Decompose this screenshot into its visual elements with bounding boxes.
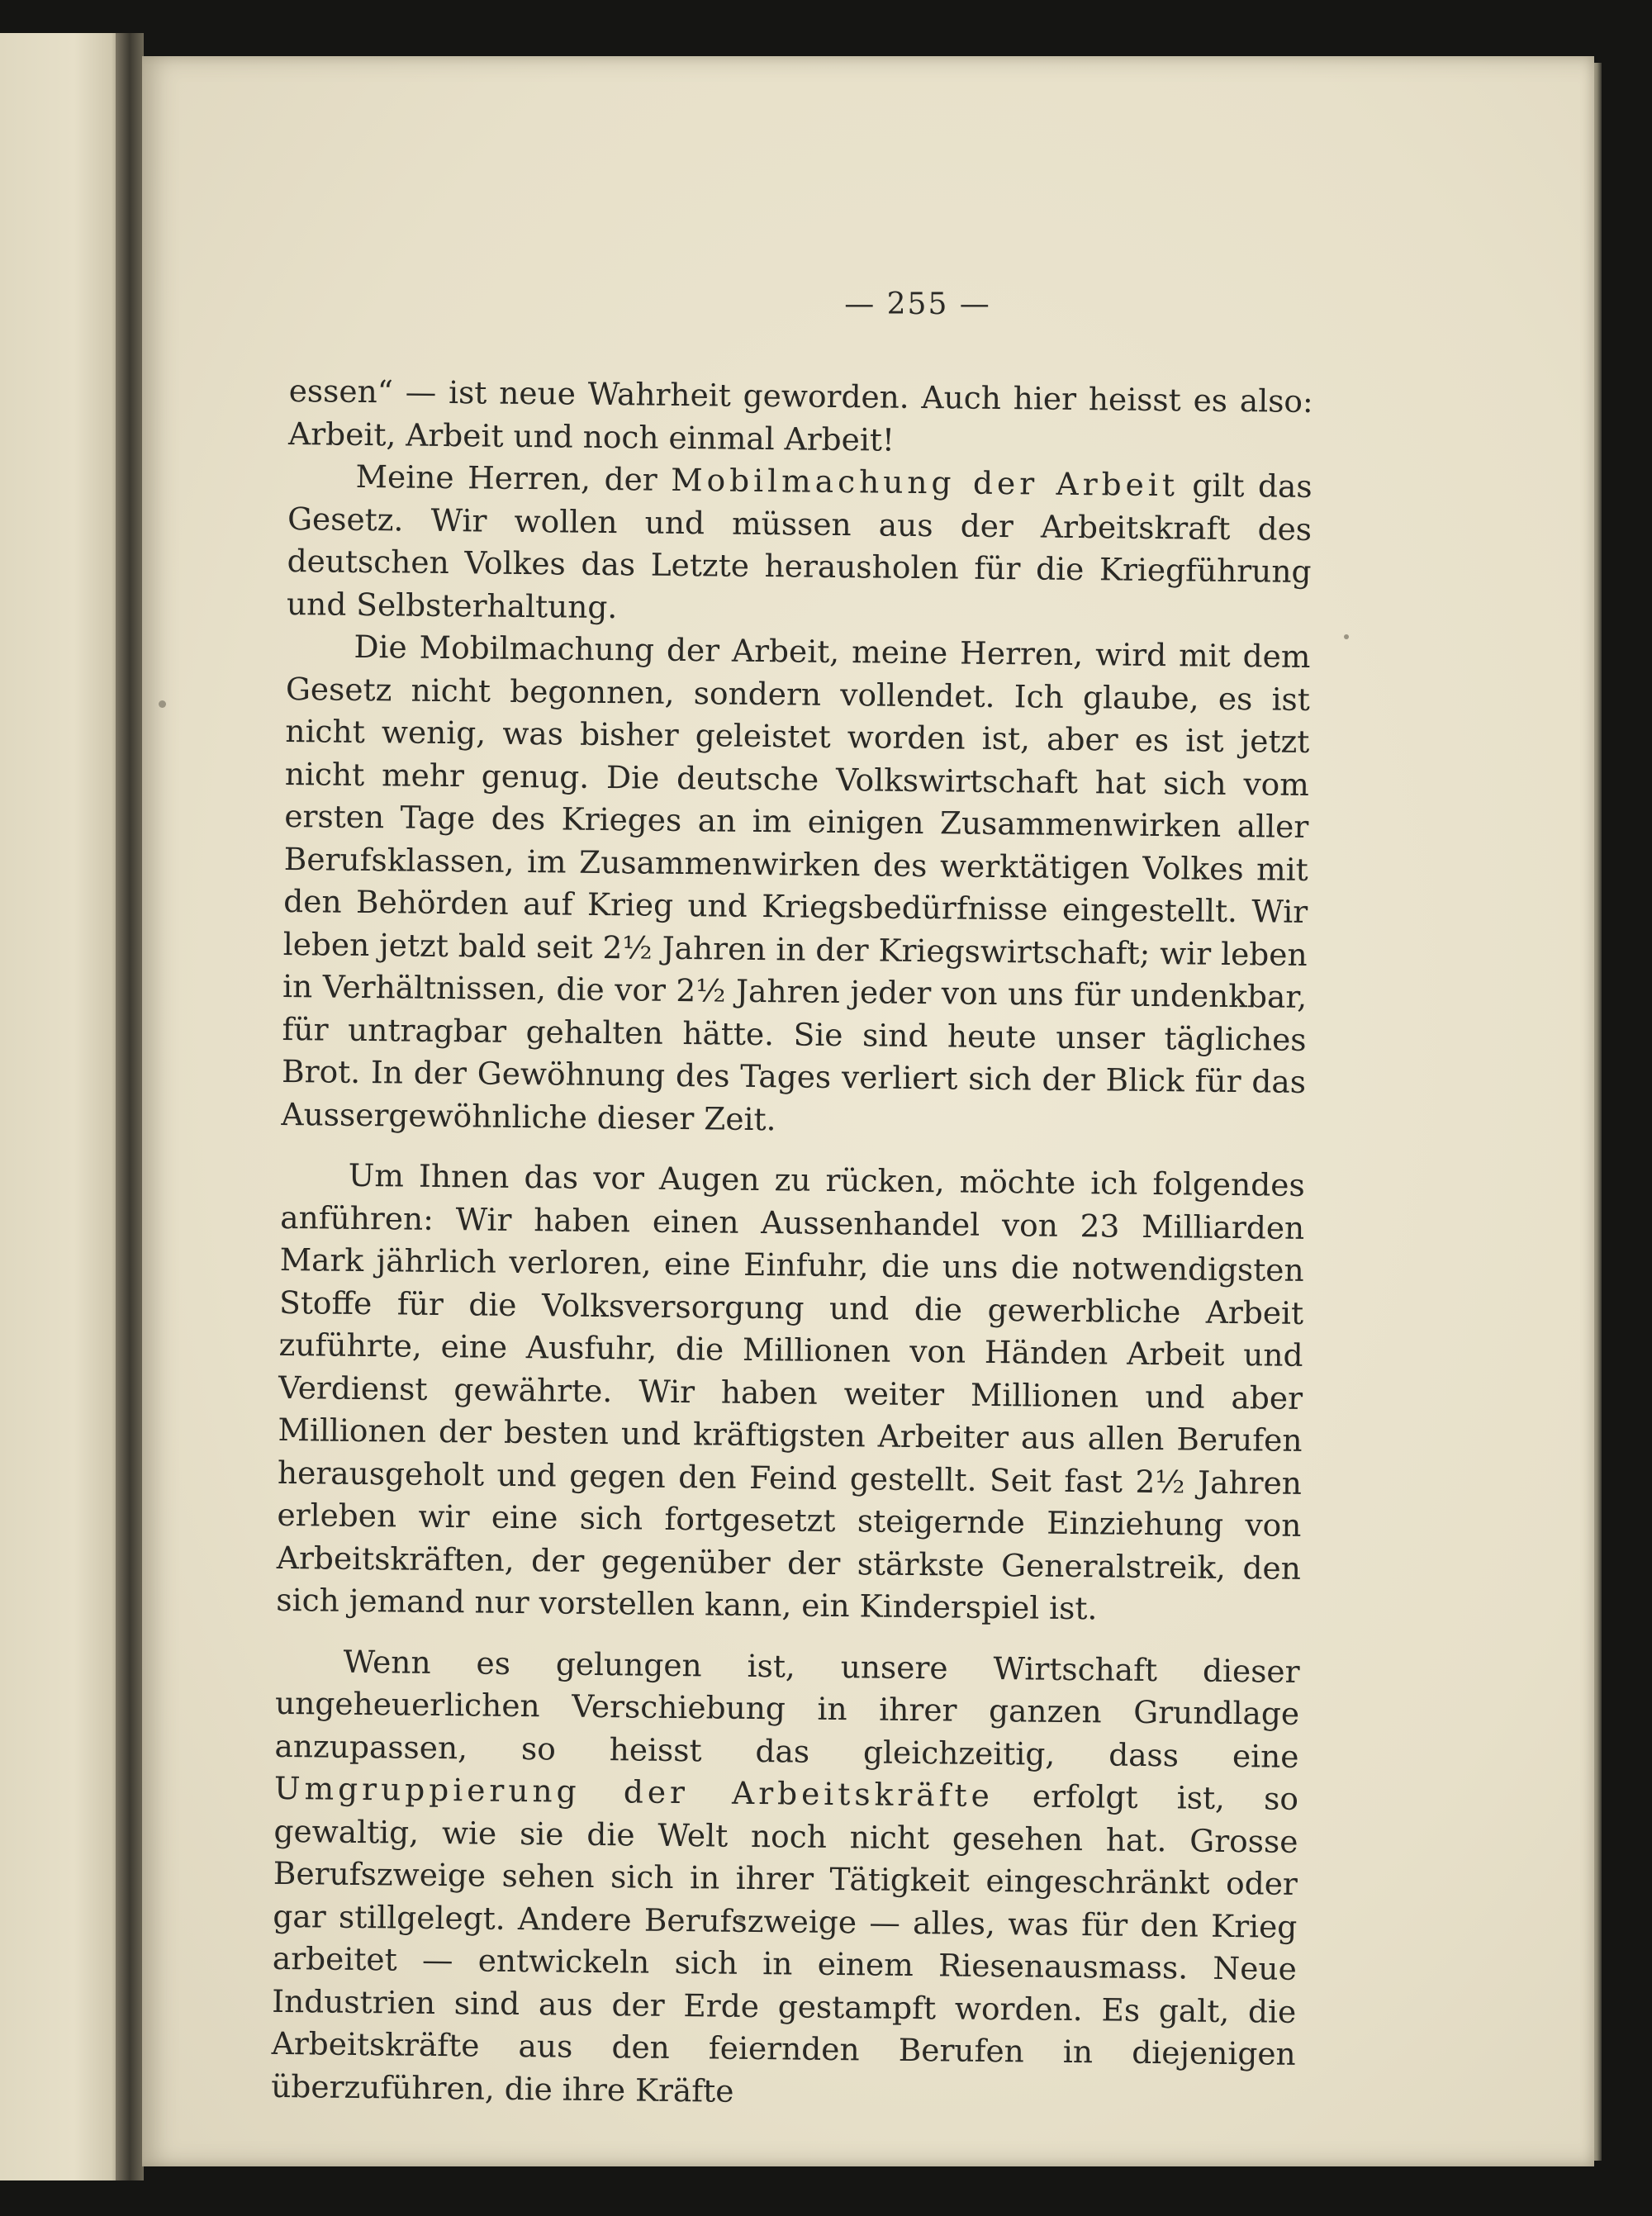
paper-speck (159, 700, 166, 708)
left-page-edge (0, 33, 124, 2180)
paragraph-5-emphasis: Umgruppierung der Arbeitskräfte (273, 1769, 994, 1815)
paragraph-5-text-after: erfolgt ist, so gewaltig, wie sie die Welt noch nicht gesehen hat. Grosse Berufszweige sehen sich in ihrer Tätigkeit eingeschränkt oder gar stillgelegt. Andere Berufszweige — alles, was für den Krieg arbeitet — entwickeln sich in einem Riesenausmass. Neue Industrien sind aus der Erde gestampft worden. Es galt, die Arbeitskräfte aus den feiernden Berufen in diejenigen überzuführen, die ihre Kräfte (271, 1777, 1299, 2109)
page-number: — 255 — (844, 287, 991, 321)
paragraph-5-text-before: Wenn es gelungen ist, unsere Wirtschaft dieser ungeheuerlichen Verschiebung in ihrer ganzen Grundlage anzupassen, so heisst das gleichzeitig, dass eine (274, 1643, 1300, 1775)
paragraph-2-text-after: gilt das Gesetz. Wir wollen und müssen aus der Arbeitskraft des deutschen Volkes das Letzte herausholen für die Kriegführung und Selbsterhaltung. (286, 467, 1313, 625)
paragraph-5 (271, 1639, 1300, 2118)
paragraph-2 (287, 455, 1313, 636)
paragraph-1: essen“ — ist neue Wahrheit geworden. Auch hier heisst es also: Arbeit, Arbeit und noch einmal Arbeit! (287, 372, 1313, 458)
book-page (142, 56, 1594, 2166)
paragraph-2-text-before: Meine Herren, der (355, 458, 672, 498)
paper-speck (1344, 634, 1349, 639)
book-gutter (116, 33, 144, 2180)
body-text (271, 370, 1313, 2119)
paragraph-4: Um Ihnen das vor Augen zu rücken, möchte ich folgendes anführen: Wir haben einen Aussenhandel von 23 Milliarden Mark jährlich verloren, eine Einfuhr, die uns die notwendigsten Stoffe für die Volksversorgung und die gewerbliche Arbeit zuführte, eine Ausfuhr, die Millionen von Händen Arbeit und Verdienst gewährte. Wir haben weiter Millionen und aber Millionen der besten und kräftigsten Arbeiter aus allen Berufen herausgeholt und gegen den Feind gestellt. Seit fast 2½ Jahren erleben wir eine sich fortgesetzt steigernde Einziehung von Arbeitskräften, der gegenüber der stärkste Generalstreik, den sich jemand nur vorstellen kann, ein Kinderspiel ist. (276, 1156, 1305, 1627)
paragraph-3: Die Mobilmachung der Arbeit, meine Herren, wird mit dem Gesetz nicht begonnen, sondern vollendet. Ich glaube, es ist nicht wenig, was bisher geleistet worden ist, aber es ist jetzt nicht mehr genug. Die deutsche Volkswirtschaft hat sich vom ersten Tage des Krieges an im einigen Zusammenwirken aller Berufsklassen, im Zusammenwirken des werktätigen Volkes mit den Behörden auf Krieg und Kriegsbedürfnisse eingestellt. Wir leben jetzt bald seit 2½ Jahren in der Kriegswirtschaft; wir leben in Verhältnissen, die vor 2½ Jahren jeder von uns für undenkbar, für untragbar gehalten hätte. Sie sind heute unser tägliches Brot. In der Gewöhnung des Tages verliert sich der Blick für das Aussergewöhnliche dieser Zeit. (281, 628, 1311, 1137)
paragraph-2-emphasis: Mobilmachung der Arbeit (670, 461, 1180, 504)
